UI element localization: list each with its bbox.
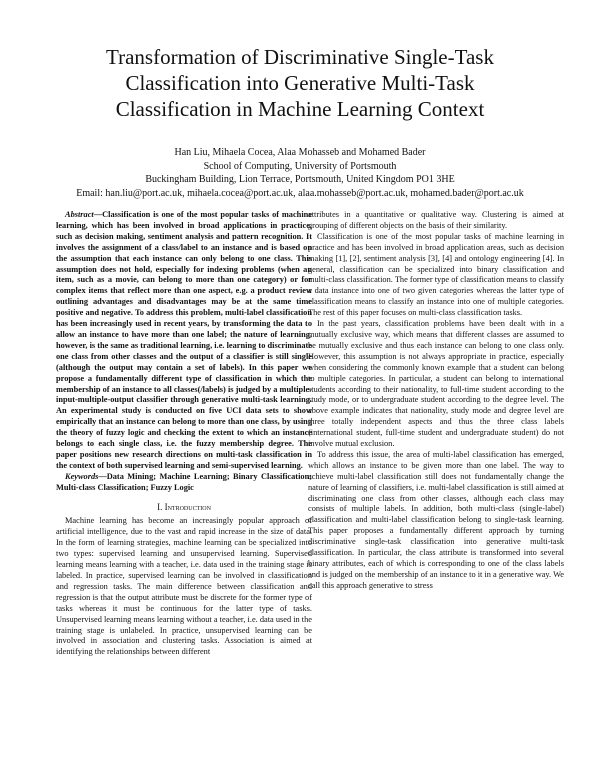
keywords-label: Keywords	[65, 471, 99, 481]
paper-title	[40, 44, 560, 122]
body-paragraph: Classification is one of the most popular tasks of machine learning in practice and has been involved in broad application areas, such as decision making [1], [2], sentiment analysis [3], [4] and ontology engineering [4]. In general, classification can be specialized into binary classification and multi-class classification. The former type of classification means to classify a data instance into one of two given categories whereas the latter type of classification means to classify an instance into one of multiple categories. The rest of this paper focuses on multi-class classification tasks.	[308, 231, 564, 318]
section-heading: I. Introduction	[157, 501, 211, 512]
title-line: Classification in Machine Learning Context	[115, 97, 485, 121]
keywords-text: —Data Mining; Machine Learning; Binary Classification; Multi-class Classification; Fuzzy Logic	[56, 471, 312, 492]
intro-paragraph: Machine learning has become an increasingly popular approach of artificial intelligence, due to the vast and rapid increase in the size of data. In the form of learning strategies, machine learning can be specialized into two types: supervised learning and unsupervised learning. Supervised learning means learning with a teacher, i.e. data used in the training stage is labeled. In practice, supervised learning can be involved in classification and regression tasks. The main difference between classification and regression is that the output attribute must be discrete for the former type of tasks whereas it must be continuous for the latter type of tasks. Unsupervised learning means learning without a teacher, i.e. data used in the training stage is unlabeled. In practice, unsupervised learning can be involved in association and clustering tasks. Association is aimed at identifying the relationships between different	[56, 516, 312, 657]
keywords	[56, 472, 312, 494]
abstract-text: —Classification is one of the most popular tasks of machine learning, which has been involved in broad applications in practice, such as decision making, sentiment analysis and pattern recognition. It involves the assignment of a class/label to an instance and is based on the assumption that each instance can only belong to one class. This assumption does not hold, especially for indexing problems (when an item, such as a movie, can belong to more than one category) or for complex items that reflect more than one aspect, e.g. a product review outlining advantages and disadvantages may be at the same time positive and negative. To address this problem, multi-label classification has been increasingly used in recent years, by transforming the data to allow an instance to have more than one label; the nature of learning, however, is the same as traditional learning, i.e. learning to discriminate one class from other classes and the output of a classifier is still single (although the output may contain a set of labels). In this paper we propose a fundamentally different type of classification in which the membership of an instance to all classes(/labels) is judged by a multiple-input-multiple-output classifier through generative multi-task learning. An experimental study is conducted on five UCI data sets to show empirically that an instance can belong to more than one class, by using the theory of fuzzy logic and checking the extent to which an instance belongs to each single class, i.e. the fuzzy membership degree. The paper positions new research directions on multi-task classification in the context of both supervised learning and semi-supervised learning.	[56, 210, 312, 470]
affiliation: School of Computing, University of Portsmouth	[203, 160, 397, 172]
right-column	[308, 210, 564, 592]
body-paragraph: To address this issue, the area of multi-label classification has emerged, which allows an instance to be given more than one label. The way to achieve multi-label classification still does not fundamentally change the nature of learning of classifiers, i.e. multi-label classification is still aimed at discriminating one class from other classes, although each class may consists of multiple labels. In addition, both multi-class (single-label) classification and multi-label classification belong to single-task learning. This paper proposes a fundamentally different approach by turning discriminative single-task classification into generative multi-task classification. In particular, the class attribute is transformed into several binary attributes, each of which is corresponding to one of the class labels and is judged on the membership of an instance to it in a generative way. We call this approach generative to stress	[308, 449, 564, 590]
title-line: Transformation of Discriminative Single-Task	[106, 45, 494, 69]
address: Buckingham Building, Lion Terrace, Portsmouth, United Kingdom PO1 3HE	[145, 174, 455, 185]
title-line: Classification into Generative Multi-Task	[125, 71, 475, 95]
author-block	[20, 146, 580, 200]
abstract	[56, 210, 312, 472]
continuation-paragraph: attributes in a quantitative or qualitative way. Clustering is aimed at grouping of different objects on the basis of their similarity.	[308, 210, 564, 230]
left-column	[56, 210, 312, 658]
abstract-label: Abstract	[65, 210, 94, 219]
author-names: Han Liu, Mihaela Cocea, Alaa Mohasseb and Mohamed Bader	[174, 147, 426, 158]
email-line: Email: han.liu@port.ac.uk, mihaela.cocea@port.ac.uk, alaa.mohasseb@port.ac.uk, mohamed.bader@port.ac.uk	[76, 187, 524, 199]
body-paragraph: In the past years, classification problems have been dealt with in a mutually exclusive way, which means that different classes are assumed to be mutually exclusive and thus each instance can belong to one class only. However, this assumption is not always appropriate in practice, especially when considering the commonly known example that a student can belong to multiple categories. In particular, a student can belong to international students according to their nationality, to full-time student according to the study mode, or to undergraduate student according to the degree level. The above example indicates that nationality, study mode and degree level are three totally independent aspects and thus the three class labels (international student, full-time student and undergraduate student) do not involve mutual exclusion.	[308, 319, 564, 449]
